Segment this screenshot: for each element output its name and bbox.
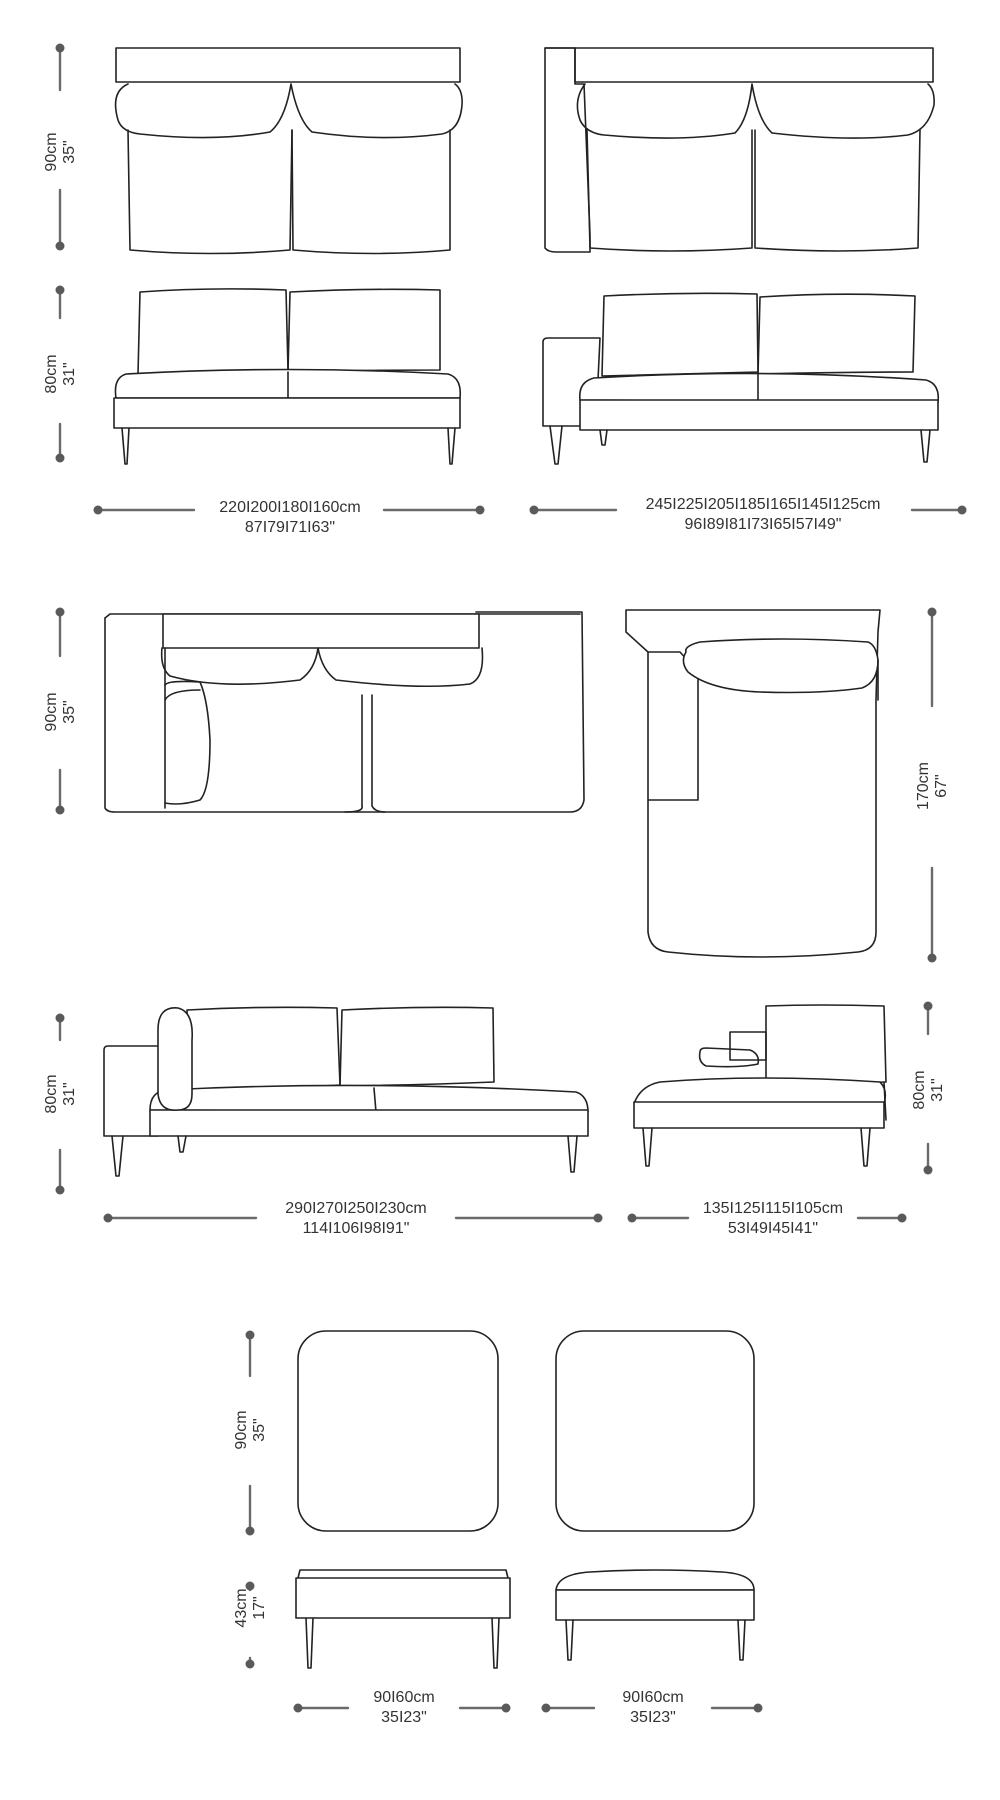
chaise-height-in-label: 31"	[61, 1082, 78, 1106]
ottoman-depth-cm-label: 90cm	[233, 1410, 250, 1450]
chaise-height-cm-label: 80cm	[43, 1074, 60, 1114]
chaise-width-cm-label: 290I270I250I230cm	[285, 1200, 427, 1217]
ottoman-height-cm-label: 43cm	[233, 1588, 250, 1628]
corner-chaise-front-view	[634, 1005, 886, 1166]
sofa-arm-width-dim-end-dot	[958, 506, 967, 515]
ottoman-height-in-label: 17"	[251, 1596, 268, 1620]
ottoman-right-width-cm-label: 90I60cm	[622, 1689, 684, 1706]
chaise-depth-dim-end-dot	[56, 806, 65, 815]
sofa-depth-dim-end-dot	[56, 242, 65, 251]
sofa-width-in-label: 87I79I71I63"	[244, 519, 336, 536]
sofa-height-dim-end-dot	[56, 454, 65, 463]
corner-width-dim-end-dot	[628, 1214, 637, 1223]
chaise-height-dim-end-dot	[56, 1014, 65, 1023]
chaise-width-dim-end-dot	[104, 1214, 113, 1223]
sofa-depth-dim-end-dot	[56, 44, 65, 53]
ottoman-left-width-dim-end-dot	[502, 1704, 511, 1713]
sofa-arm-width-cm-label: 245I225I205I185I165I145I125cm	[645, 496, 881, 513]
ottoman-left-width-cm-label: 90I60cm	[373, 1689, 435, 1706]
sofa-width-cm-label: 220I200I180I160cm	[219, 499, 361, 516]
corner-length-dim-end-dot	[928, 954, 937, 963]
sofa-with-arm-front-view	[543, 293, 938, 464]
sofa-depth-in-label: 35"	[61, 140, 78, 164]
sofa-height-cm-label: 80cm	[43, 354, 60, 394]
corner-length-in-label: 67"	[933, 774, 950, 798]
ottoman-left-front-view	[296, 1570, 510, 1668]
sofa-front-view	[114, 289, 460, 464]
sofa-arm-width-in-label: 96I89I81I73I65I57I49"	[684, 516, 842, 533]
corner-chaise-top-view	[626, 610, 880, 957]
chaise-width-dim-end-dot	[594, 1214, 603, 1223]
chaise-depth-dim-end-dot	[56, 608, 65, 617]
chaise-width-in-label: 114I106I98I91"	[302, 1220, 410, 1237]
ottoman-depth-dim-end-dot	[246, 1331, 255, 1340]
ottoman-left-width-dim-end-dot	[294, 1704, 303, 1713]
chaise-front-view	[104, 1007, 588, 1176]
ottoman-right-width-dim-end-dot	[542, 1704, 551, 1713]
corner-length-dim-end-dot	[928, 608, 937, 617]
corner-height-dim-end-dot	[924, 1166, 933, 1175]
ottoman-depth-dim-end-dot	[246, 1527, 255, 1536]
sofa-arm-width-dim-end-dot	[530, 506, 539, 515]
corner-width-dim-end-dot	[898, 1214, 907, 1223]
chaise-depth-cm-label: 90cm	[43, 692, 60, 732]
sofa-width-dim-end-dot	[94, 506, 103, 515]
sofa-top-view	[116, 48, 463, 254]
ottoman-left-width-in-label: 35I23"	[381, 1709, 427, 1726]
sofa-height-dim-end-dot	[56, 286, 65, 295]
corner-width-cm-label: 135I125I115I105cm	[702, 1200, 844, 1217]
ottoman-right-top-view	[556, 1331, 754, 1531]
corner-height-dim-end-dot	[924, 1002, 933, 1011]
sofa-width-dim-end-dot	[476, 506, 485, 515]
corner-length-cm-label: 170cm	[915, 761, 932, 811]
corner-height-cm-label: 80cm	[911, 1070, 928, 1110]
chaise-height-dim-end-dot	[56, 1186, 65, 1195]
ottoman-right-front-view	[556, 1570, 754, 1660]
sofa-height-in-label: 31"	[61, 362, 78, 386]
ottoman-right-width-in-label: 35I23"	[630, 1709, 676, 1726]
sofa-depth-cm-label: 90cm	[43, 132, 60, 172]
ottoman-height-dim-end-dot	[246, 1660, 255, 1669]
ottoman-right-width-dim-end-dot	[754, 1704, 763, 1713]
corner-height-in-label: 31"	[929, 1078, 946, 1102]
chaise-top-view	[105, 612, 584, 812]
chaise-depth-in-label: 35"	[61, 700, 78, 724]
corner-width-in-label: 53I49I45I41"	[727, 1220, 819, 1237]
ottoman-left-top-view	[298, 1331, 498, 1531]
sofa-with-arm-top-view	[545, 48, 934, 252]
ottoman-depth-in-label: 35"	[251, 1418, 268, 1442]
